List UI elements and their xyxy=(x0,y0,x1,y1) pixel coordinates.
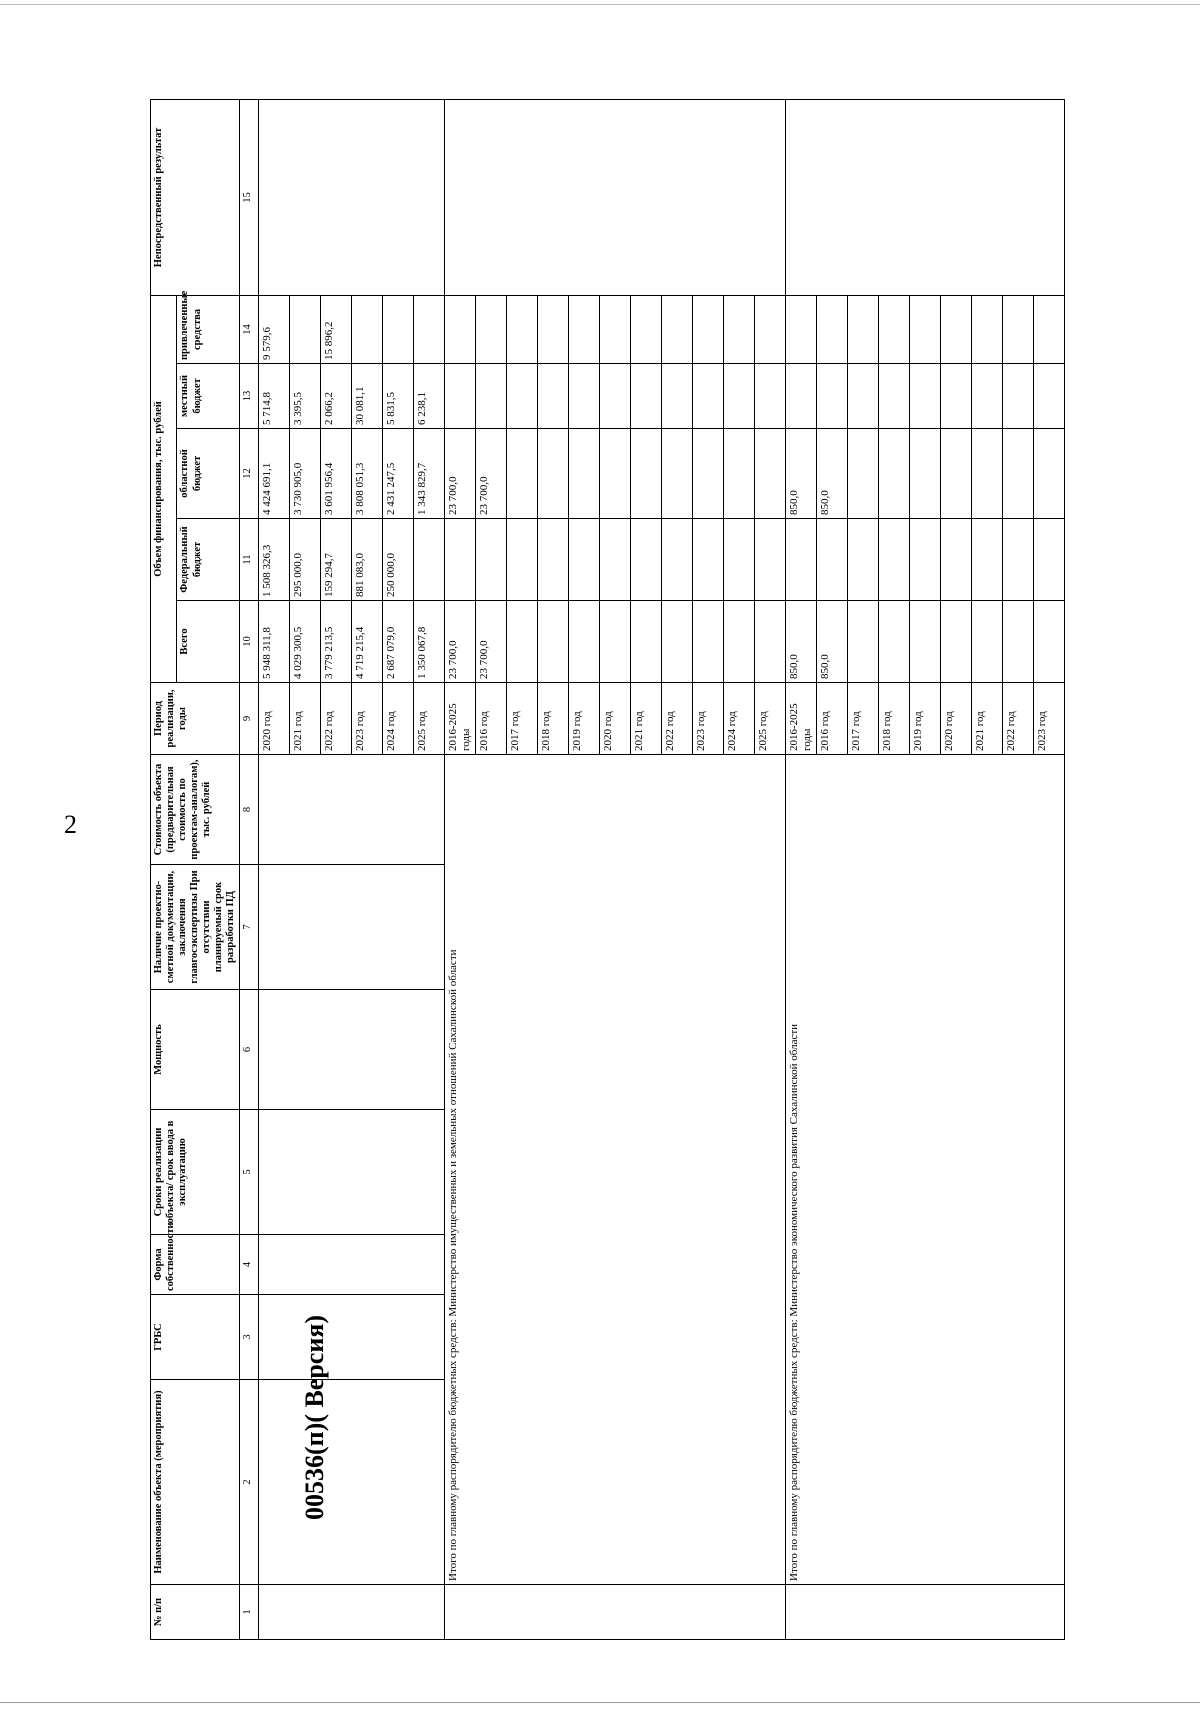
total-cell: 1 350 067,8 xyxy=(414,601,445,683)
period-cell: 2020 год xyxy=(941,683,972,755)
attracted-cell xyxy=(817,295,848,363)
regional-cell xyxy=(724,429,755,519)
attracted-cell xyxy=(1034,295,1065,363)
regional-cell xyxy=(879,429,910,519)
federal-cell xyxy=(538,519,569,601)
attracted-cell xyxy=(848,295,879,363)
period-cell: 2022 год xyxy=(321,683,352,755)
empty-cell xyxy=(259,1295,445,1380)
local-cell: 2 066,2 xyxy=(321,364,352,429)
header-col12: областной бюджет xyxy=(177,429,240,519)
regional-cell xyxy=(631,429,662,519)
total-cell xyxy=(662,601,693,683)
federal-cell xyxy=(848,519,879,601)
period-cell: 2022 год xyxy=(1003,683,1034,755)
local-cell: 5 714,8 xyxy=(259,364,290,429)
attracted-cell xyxy=(1003,295,1034,363)
federal-cell: 881 083,0 xyxy=(352,519,383,601)
attracted-cell xyxy=(600,295,631,363)
federal-cell xyxy=(724,519,755,601)
col-number: 11 xyxy=(240,519,259,601)
total-cell xyxy=(1034,601,1065,683)
result-cell xyxy=(445,99,786,295)
federal-cell xyxy=(600,519,631,601)
table-row xyxy=(259,99,290,1639)
local-cell: 6 238,1 xyxy=(414,364,445,429)
version-stamp: 00536(п)( Версия) xyxy=(300,1314,329,1520)
header-col7: Наличие проектно-сметной документации, заключения главгосэкспертизы При отсутствии планируемый срок разработки ПД xyxy=(151,865,240,990)
total-cell xyxy=(972,601,1003,683)
local-cell xyxy=(693,364,724,429)
period-cell: 2019 год xyxy=(569,683,600,755)
local-cell xyxy=(724,364,755,429)
total-cell xyxy=(755,601,786,683)
federal-cell: 250 000,0 xyxy=(383,519,414,601)
page-number: 2 xyxy=(64,810,77,839)
header-col11: Федеральный бюджет xyxy=(177,519,240,601)
block3-rows xyxy=(786,99,1065,1639)
col-number: 12 xyxy=(240,429,259,519)
col-number: 13 xyxy=(240,364,259,429)
period-cell: 2018 год xyxy=(538,683,569,755)
total-cell xyxy=(848,601,879,683)
federal-cell xyxy=(910,519,941,601)
attracted-cell xyxy=(972,295,1003,363)
total-cell xyxy=(693,601,724,683)
federal-cell xyxy=(1034,519,1065,601)
local-cell xyxy=(600,364,631,429)
total-cell xyxy=(910,601,941,683)
regional-cell xyxy=(972,429,1003,519)
empty-cell xyxy=(259,865,445,990)
scan-edge-top xyxy=(0,4,1200,5)
empty-cell xyxy=(259,1235,445,1295)
scan-edge-bottom xyxy=(0,1702,1200,1703)
period-cell: 2021 год xyxy=(631,683,662,755)
regional-cell: 3 601 956,4 xyxy=(321,429,352,519)
regional-cell: 850,0 xyxy=(817,429,848,519)
federal-cell xyxy=(414,519,445,601)
attracted-cell xyxy=(879,295,910,363)
local-cell xyxy=(879,364,910,429)
regional-cell xyxy=(848,429,879,519)
empty-cell xyxy=(259,755,445,865)
period-cell: 2023 год xyxy=(693,683,724,755)
period-cell: 2016-2025 годы xyxy=(445,683,476,755)
empty-cell xyxy=(259,990,445,1110)
regional-cell: 1 343 829,7 xyxy=(414,429,445,519)
total-cell: 850,0 xyxy=(786,601,817,683)
federal-cell xyxy=(1003,519,1034,601)
block1-rows xyxy=(259,99,445,1639)
block2-rows xyxy=(445,99,786,1639)
attracted-cell xyxy=(352,295,383,363)
total-cell xyxy=(631,601,662,683)
total-cell xyxy=(941,601,972,683)
period-cell: 2023 год xyxy=(1034,683,1065,755)
total-cell: 2 687 079,0 xyxy=(383,601,414,683)
federal-cell xyxy=(662,519,693,601)
header-col3: ГРБС xyxy=(151,1295,240,1380)
empty-cell xyxy=(259,1110,445,1235)
header-funding-group: Объем финансирования, тыс. рублей xyxy=(151,295,177,682)
local-cell xyxy=(569,364,600,429)
attracted-cell: 15 896,2 xyxy=(321,295,352,363)
grbs-total-label: Итого по главному распорядителю бюджетных средств: Министерство экономического развития Сахалинской области xyxy=(786,755,1065,1585)
header-col4: Форма собственности xyxy=(151,1235,240,1295)
attracted-cell xyxy=(662,295,693,363)
local-cell xyxy=(848,364,879,429)
total-cell: 850,0 xyxy=(817,601,848,683)
regional-cell xyxy=(755,429,786,519)
attracted-cell xyxy=(414,295,445,363)
regional-cell xyxy=(662,429,693,519)
table-row xyxy=(445,99,476,1639)
period-cell: 2016-2025 годы xyxy=(786,683,817,755)
local-cell: 5 831,5 xyxy=(383,364,414,429)
col-number: 14 xyxy=(240,295,259,363)
total-cell xyxy=(569,601,600,683)
regional-cell: 3 808 051,3 xyxy=(352,429,383,519)
regional-cell: 2 431 247,5 xyxy=(383,429,414,519)
period-cell: 2020 год xyxy=(259,683,290,755)
header-col8: Стоимость объекта (предварительная стоимость по проектам-аналогам), тыс. рублей xyxy=(151,755,240,865)
col-number: 10 xyxy=(240,601,259,683)
local-cell: 3 395,5 xyxy=(290,364,321,429)
local-cell xyxy=(786,364,817,429)
attracted-cell xyxy=(445,295,476,363)
col-number: 4 xyxy=(240,1235,259,1295)
header-col2: Наименование объекта (мероприятия) xyxy=(151,1380,240,1585)
regional-cell: 850,0 xyxy=(786,429,817,519)
attracted-cell xyxy=(755,295,786,363)
result-cell xyxy=(786,99,1065,295)
regional-cell xyxy=(1003,429,1034,519)
regional-cell xyxy=(910,429,941,519)
total-cell: 3 779 213,5 xyxy=(321,601,352,683)
col-number: 6 xyxy=(240,990,259,1110)
period-cell: 2017 год xyxy=(848,683,879,755)
col-number: 7 xyxy=(240,865,259,990)
attracted-cell xyxy=(383,295,414,363)
header-col14: привлеченные средства xyxy=(177,295,240,363)
period-cell: 2024 год xyxy=(724,683,755,755)
header-col5: Сроки реализации объекта/ срок ввода в эксплуатацию xyxy=(151,1110,240,1235)
period-cell: 2021 год xyxy=(290,683,321,755)
local-cell xyxy=(817,364,848,429)
local-cell xyxy=(755,364,786,429)
header-col1: № п/п xyxy=(151,1585,240,1640)
local-cell: 30 081,1 xyxy=(352,364,383,429)
header-col10: Всего xyxy=(177,601,240,683)
period-cell: 2016 год xyxy=(817,683,848,755)
period-cell: 2020 год xyxy=(600,683,631,755)
attracted-cell xyxy=(290,295,321,363)
local-cell xyxy=(910,364,941,429)
federal-cell xyxy=(507,519,538,601)
federal-cell xyxy=(693,519,724,601)
header-row-1 xyxy=(151,99,177,1639)
header-col13: местный бюджет xyxy=(177,364,240,429)
col-number: 3 xyxy=(240,1295,259,1380)
federal-cell xyxy=(569,519,600,601)
federal-cell: 159 294,7 xyxy=(321,519,352,601)
period-cell: 2025 год xyxy=(414,683,445,755)
federal-cell xyxy=(445,519,476,601)
period-cell: 2021 год xyxy=(972,683,1003,755)
regional-cell xyxy=(1034,429,1065,519)
regional-cell xyxy=(600,429,631,519)
attracted-cell xyxy=(569,295,600,363)
total-cell xyxy=(879,601,910,683)
empty-cell xyxy=(445,1585,786,1640)
local-cell xyxy=(476,364,507,429)
total-cell: 23 700,0 xyxy=(476,601,507,683)
local-cell xyxy=(538,364,569,429)
header-col15: Непосредственный результат xyxy=(151,99,240,295)
local-cell xyxy=(631,364,662,429)
federal-cell: 295 000,0 xyxy=(290,519,321,601)
column-number-row xyxy=(240,99,259,1639)
rotated-table-container xyxy=(150,100,1085,1640)
attracted-cell xyxy=(631,295,662,363)
total-cell xyxy=(724,601,755,683)
regional-cell: 4 424 691,1 xyxy=(259,429,290,519)
local-cell xyxy=(1003,364,1034,429)
result-cell xyxy=(259,99,445,295)
funding-table xyxy=(150,99,1065,1640)
attracted-cell: 9 579,6 xyxy=(259,295,290,363)
regional-cell xyxy=(507,429,538,519)
total-cell: 5 948 311,8 xyxy=(259,601,290,683)
empty-cell xyxy=(259,1585,445,1640)
header-col6: Мощность xyxy=(151,990,240,1110)
federal-cell xyxy=(755,519,786,601)
period-cell: 2023 год xyxy=(352,683,383,755)
federal-cell xyxy=(631,519,662,601)
attracted-cell xyxy=(507,295,538,363)
period-cell: 2017 год xyxy=(507,683,538,755)
total-cell: 4 029 300,5 xyxy=(290,601,321,683)
col-number: 5 xyxy=(240,1110,259,1235)
period-cell: 2025 год xyxy=(755,683,786,755)
regional-cell xyxy=(538,429,569,519)
attracted-cell xyxy=(476,295,507,363)
federal-cell xyxy=(476,519,507,601)
col-number: 1 xyxy=(240,1585,259,1640)
regional-cell: 3 730 905,0 xyxy=(290,429,321,519)
attracted-cell xyxy=(941,295,972,363)
regional-cell: 23 700,0 xyxy=(476,429,507,519)
federal-cell xyxy=(941,519,972,601)
grbs-total-label: Итого по главному распорядителю бюджетных средств: Министерство имущественных и земельных отношений Сахалинской области xyxy=(445,755,786,1585)
federal-cell xyxy=(879,519,910,601)
table-row xyxy=(786,99,817,1639)
empty-cell xyxy=(259,1380,445,1585)
local-cell xyxy=(445,364,476,429)
regional-cell xyxy=(569,429,600,519)
local-cell xyxy=(1034,364,1065,429)
col-number: 8 xyxy=(240,755,259,865)
total-cell: 4 719 215,4 xyxy=(352,601,383,683)
attracted-cell xyxy=(693,295,724,363)
federal-cell xyxy=(817,519,848,601)
local-cell xyxy=(941,364,972,429)
col-number: 15 xyxy=(240,99,259,295)
attracted-cell xyxy=(724,295,755,363)
period-cell: 2016 год xyxy=(476,683,507,755)
attracted-cell xyxy=(538,295,569,363)
col-number: 9 xyxy=(240,683,259,755)
regional-cell xyxy=(693,429,724,519)
total-cell xyxy=(538,601,569,683)
attracted-cell xyxy=(786,295,817,363)
empty-cell xyxy=(786,1585,1065,1640)
local-cell xyxy=(662,364,693,429)
total-cell xyxy=(1003,601,1034,683)
period-cell: 2024 год xyxy=(383,683,414,755)
col-number: 2 xyxy=(240,1380,259,1585)
regional-cell: 23 700,0 xyxy=(445,429,476,519)
total-cell xyxy=(600,601,631,683)
federal-cell xyxy=(786,519,817,601)
header-col9: Период реализации, годы xyxy=(151,683,240,755)
federal-cell xyxy=(972,519,1003,601)
federal-cell: 1 508 326,3 xyxy=(259,519,290,601)
local-cell xyxy=(972,364,1003,429)
attracted-cell xyxy=(910,295,941,363)
local-cell xyxy=(507,364,538,429)
total-cell xyxy=(507,601,538,683)
period-cell: 2018 год xyxy=(879,683,910,755)
period-cell: 2019 год xyxy=(910,683,941,755)
total-cell: 23 700,0 xyxy=(445,601,476,683)
regional-cell xyxy=(941,429,972,519)
period-cell: 2022 год xyxy=(662,683,693,755)
